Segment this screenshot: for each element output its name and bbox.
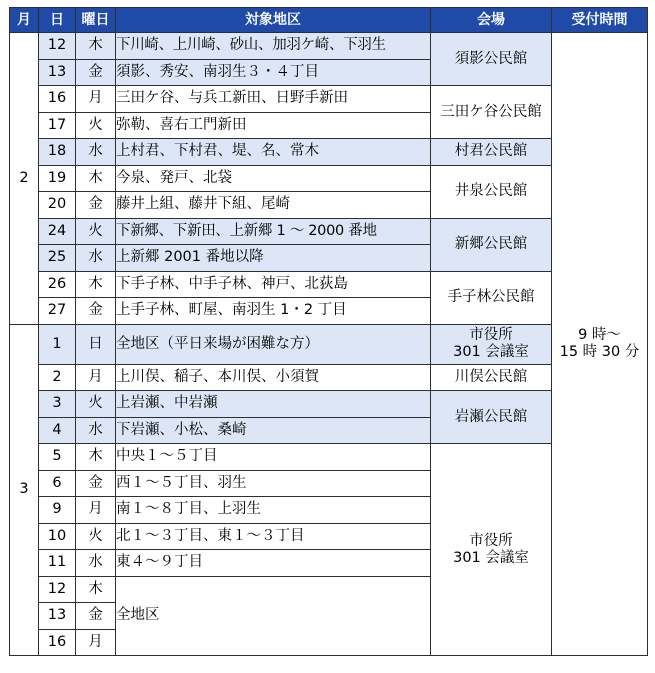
area-cell: 下岩瀬、小松、桑崎 xyxy=(116,417,431,444)
month-cell-mar: 3 xyxy=(10,324,39,656)
header-area: 対象地区 xyxy=(116,8,431,33)
area-cell: 北１～３丁目、東１～３丁目 xyxy=(116,523,431,550)
day-cell: 20 xyxy=(39,192,76,219)
area-cell: 下新郷、下新田、上新郷 1 ～ 2000 番地 xyxy=(116,218,431,245)
area-cell: 西１～５丁目、羽生 xyxy=(116,470,431,497)
venue-line-1: 市役所 xyxy=(469,532,513,549)
venue-cell-cityhall-b xyxy=(431,444,552,656)
weekday-cell: 水 xyxy=(76,550,116,577)
day-cell: 16 xyxy=(39,629,76,656)
day-cell: 13 xyxy=(39,603,76,630)
venue-cell-cityhall-a xyxy=(431,324,552,364)
venue-cell-sandagaya: 三田ケ谷公民館 xyxy=(431,86,552,139)
area-cell: 須影、秀安、南羽生３・４丁目 xyxy=(116,59,431,86)
weekday-cell: 水 xyxy=(76,245,116,272)
day-cell: 12 xyxy=(39,33,76,60)
weekday-cell: 水 xyxy=(76,417,116,444)
venue-line-2: 301 会議室 xyxy=(453,344,529,360)
venue-cell-sukage: 須影公民館 xyxy=(431,33,552,86)
weekday-cell: 金 xyxy=(76,603,116,630)
venue-cell-tegobayashi: 手子林公民館 xyxy=(431,271,552,324)
day-cell: 4 xyxy=(39,417,76,444)
table-row xyxy=(10,33,648,60)
weekday-cell: 木 xyxy=(76,165,116,192)
day-cell: 19 xyxy=(39,165,76,192)
time-line-1: 9 時～ xyxy=(578,327,621,344)
venue-line-1: 市役所 xyxy=(469,327,513,344)
day-cell: 3 xyxy=(39,391,76,418)
area-cell: 上岩瀬、中岩瀬 xyxy=(116,391,431,418)
area-cell: 中央１～５丁目 xyxy=(116,444,431,471)
area-cell: 上手子林、町屋、南羽生 1・2 丁目 xyxy=(116,298,431,325)
area-cell: 南１～８丁目、上羽生 xyxy=(116,497,431,524)
weekday-cell: 火 xyxy=(76,391,116,418)
weekday-cell: 金 xyxy=(76,298,116,325)
venue-cell-iwase: 岩瀬公民館 xyxy=(431,391,552,444)
venue-cell-izumi: 井泉公民館 xyxy=(431,165,552,218)
area-cell-all-districts: 全地区 xyxy=(116,576,431,656)
header-day: 日 xyxy=(39,8,76,33)
day-cell: 17 xyxy=(39,112,76,139)
day-cell: 27 xyxy=(39,298,76,325)
day-cell: 12 xyxy=(39,576,76,603)
area-cell: 下川崎、上川崎、砂山、加羽ケ崎、下羽生 xyxy=(116,33,431,60)
weekday-cell: 火 xyxy=(76,112,116,139)
day-cell: 2 xyxy=(39,364,76,391)
day-cell: 9 xyxy=(39,497,76,524)
weekday-cell: 金 xyxy=(76,470,116,497)
day-cell: 11 xyxy=(39,550,76,577)
area-cell: 藤井上組、藤井下組、尾崎 xyxy=(116,192,431,219)
weekday-cell: 木 xyxy=(76,576,116,603)
day-cell: 16 xyxy=(39,86,76,113)
day-cell: 1 xyxy=(39,324,76,364)
weekday-cell: 月 xyxy=(76,364,116,391)
weekday-cell: 金 xyxy=(76,192,116,219)
venue-line-2: 301 会議室 xyxy=(453,549,529,566)
weekday-cell: 火 xyxy=(76,218,116,245)
weekday-cell: 日 xyxy=(76,324,116,364)
area-cell: 上川俣、稲子、本川俣、小須賀 xyxy=(116,364,431,391)
venue-cell-kawamata: 川俣公民館 xyxy=(431,364,552,391)
venue-cell-muragimi: 村君公民館 xyxy=(431,139,552,166)
area-cell: 三田ケ谷、与兵工新田、日野手新田 xyxy=(116,86,431,113)
day-cell: 10 xyxy=(39,523,76,550)
weekday-cell: 月 xyxy=(76,86,116,113)
reception-time-cell xyxy=(552,33,648,656)
area-cell: 上村君、下村君、堤、名、常木 xyxy=(116,139,431,166)
weekday-cell: 金 xyxy=(76,59,116,86)
day-cell: 13 xyxy=(39,59,76,86)
weekday-cell: 木 xyxy=(76,271,116,298)
day-cell: 24 xyxy=(39,218,76,245)
day-cell: 5 xyxy=(39,444,76,471)
area-cell: 全地区（平日来場が困難な方） xyxy=(116,324,431,364)
area-cell: 下手子林、中手子林、神戸、北荻島 xyxy=(116,271,431,298)
header-venue: 会場 xyxy=(431,8,552,33)
weekday-cell: 月 xyxy=(76,497,116,524)
area-cell: 東４～９丁目 xyxy=(116,550,431,577)
weekday-cell: 水 xyxy=(76,139,116,166)
weekday-cell: 木 xyxy=(76,33,116,60)
day-cell: 18 xyxy=(39,139,76,166)
header-row xyxy=(10,8,648,33)
day-cell: 26 xyxy=(39,271,76,298)
area-cell: 弥勒、喜右工門新田 xyxy=(116,112,431,139)
time-line-2: 15 時 30 分 xyxy=(559,344,640,360)
day-cell: 25 xyxy=(39,245,76,272)
month-cell-feb: 2 xyxy=(10,33,39,325)
header-month: 月 xyxy=(10,8,39,33)
header-time: 受付時間 xyxy=(552,8,648,33)
venue-cell-shingo: 新郷公民館 xyxy=(431,218,552,271)
weekday-cell: 月 xyxy=(76,629,116,656)
area-cell: 今泉、発戸、北袋 xyxy=(116,165,431,192)
area-cell: 上新郷 2001 番地以降 xyxy=(116,245,431,272)
weekday-cell: 火 xyxy=(76,523,116,550)
day-cell: 6 xyxy=(39,470,76,497)
header-weekday: 曜日 xyxy=(76,8,116,33)
weekday-cell: 木 xyxy=(76,444,116,471)
reception-schedule-table xyxy=(9,7,648,656)
